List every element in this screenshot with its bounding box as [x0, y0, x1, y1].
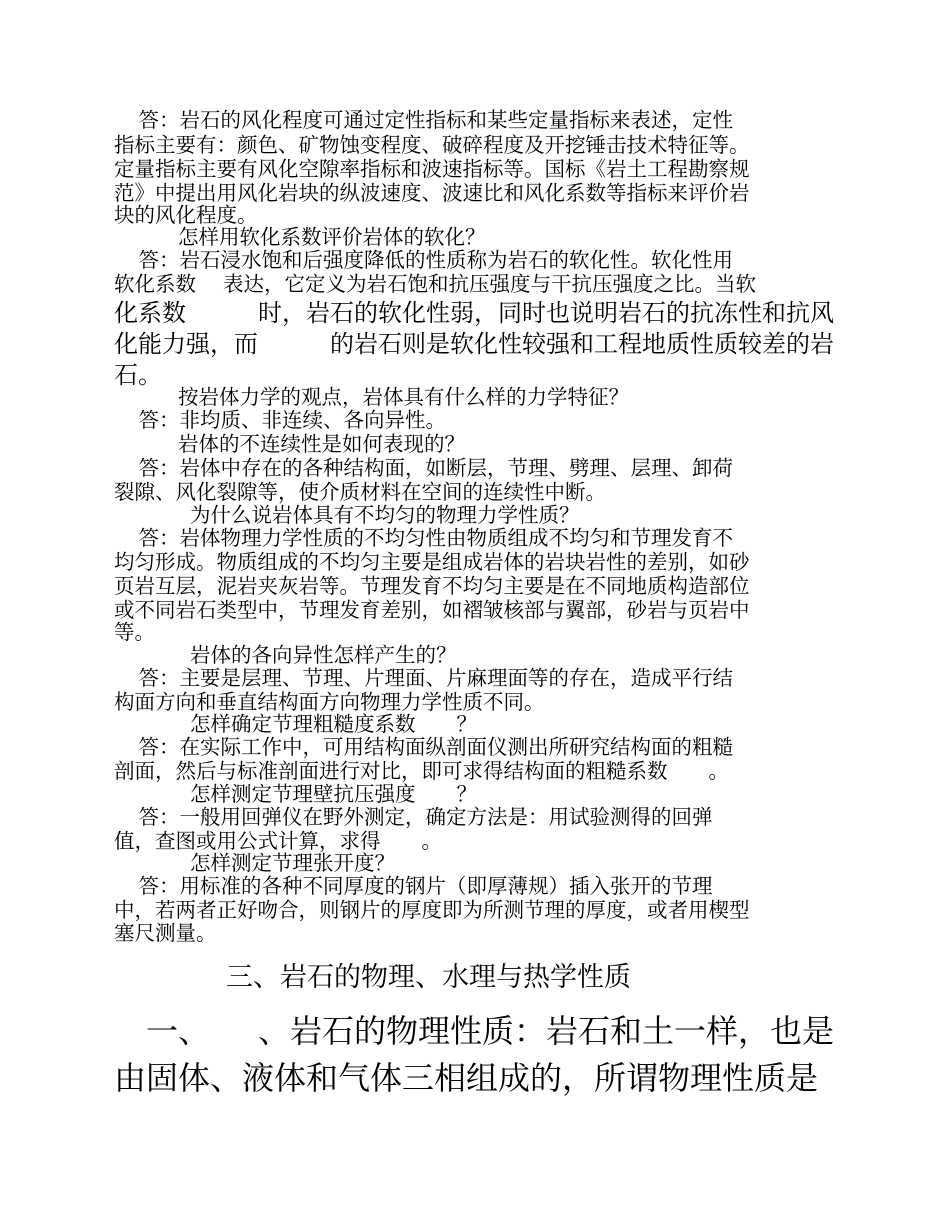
question-line: 为什么说岩体具有不均匀的物理力学性质？ [190, 503, 580, 527]
text-line: 答：主要是层理、节理、片理面、片麻理面等的存在，造成平行结 [118, 666, 733, 690]
text-line: 石。 [114, 361, 162, 389]
question-line: 怎样测定节理壁抗压强度 ？ [190, 782, 477, 806]
text-line: 均匀形成。物质组成的不均匀主要是组成岩体的岩块岩性的差别，如砂 [114, 550, 750, 574]
text-line: 化系数 时，岩石的软化性弱，同时也说明岩石的抗冻性和抗风 [114, 299, 834, 327]
question-line: 按岩体力学的观点，岩体具有什么样的力学特征？ [178, 385, 629, 409]
question-line: 怎样确定节理粗糙度系数 ？ [190, 712, 477, 736]
text-line: 指标主要有：颜色、矿物蚀变程度、破碎程度及开挖锤击技术特征等。 [114, 133, 750, 157]
paragraph-line: 一、 、岩石的物理性质：岩石和土一样，也是 [146, 1012, 835, 1050]
question-line: 岩体的不连续性是如何表现的？ [178, 432, 465, 456]
text-line: 剖面，然后与标准剖面进行对比，即可求得结构面的粗糙系数 。 [114, 759, 729, 783]
text-line: 化能力强，而 的岩石则是软化性较强和工程地质性质较差的岩 [114, 330, 834, 358]
text-line: 答：一般用回弹仪在野外测定，确定方法是：用试验测得的回弹 [118, 805, 713, 829]
text-line: 裂隙、风化裂隙等，使介质材料在空间的连续性中断。 [114, 480, 606, 504]
text-line: 软化系数 表达，它定义为岩石饱和抗压强度与干抗压强度之比。当软 [114, 272, 757, 296]
text-line: 块的风化程度。 [114, 203, 258, 227]
section-title: 三、岩石的物理、水理与热学性质 [226, 962, 631, 993]
text-line: 答：岩石的风化程度可通过定性指标和某些定量指标来表述，定性 [118, 108, 733, 132]
text-line: 或不同岩石类型中，节理发育差别，如褶皱核部与翼部，砂岩与页岩中 [114, 598, 750, 622]
text-line: 值，查图或用公式计算，求得 。 [114, 829, 442, 853]
text-line: 中，若两者正好吻合，则钢片的厚度即为所测节理的厚度，或者用楔型 [114, 898, 750, 922]
question-line: 怎样测定节理张开度？ [190, 851, 395, 875]
paragraph-line: 由固体、液体和气体三相组成的，所谓物理性质是 [114, 1059, 819, 1097]
text-line: 塞尺测量。 [114, 921, 217, 945]
text-line: 答：岩体物理力学性质的不均匀性由物质组成不均匀和节理发育不 [118, 526, 733, 550]
text-line: 定量指标主要有风化空隙率指标和波速指标等。国标《岩土工程勘察规 [114, 157, 750, 181]
text-line: 答：用标准的各种不同厚度的钢片（即厚薄规）插入张开的节理 [118, 874, 713, 898]
text-line: 等。 [114, 620, 155, 644]
text-line: 范》中提出用风化岩块的纵波速度、波速比和风化系数等指标来评价岩 [114, 181, 750, 205]
text-line: 页岩互层，泥岩夹灰岩等。节理发育不均匀主要是在不同地质构造部位 [114, 574, 750, 598]
text-line: 答：在实际工作中，可用结构面纵剖面仪测出所研究结构面的粗糙 [118, 735, 733, 759]
question-line: 岩体的各向异性怎样产生的？ [190, 643, 457, 667]
text-line: 答：非均质、非连续、各向异性。 [118, 408, 446, 432]
text-line: 构面方向和垂直结构面方向物理力学性质不同。 [114, 690, 545, 714]
question-line: 怎样用软化系数评价岩体的软化？ [178, 225, 486, 249]
text-line: 答：岩体中存在的各种结构面，如断层，节理、劈理、层理、卸荷 [118, 456, 733, 480]
text-line: 答：岩石浸水饱和后强度降低的性质称为岩石的软化性。软化性用 [118, 248, 733, 272]
